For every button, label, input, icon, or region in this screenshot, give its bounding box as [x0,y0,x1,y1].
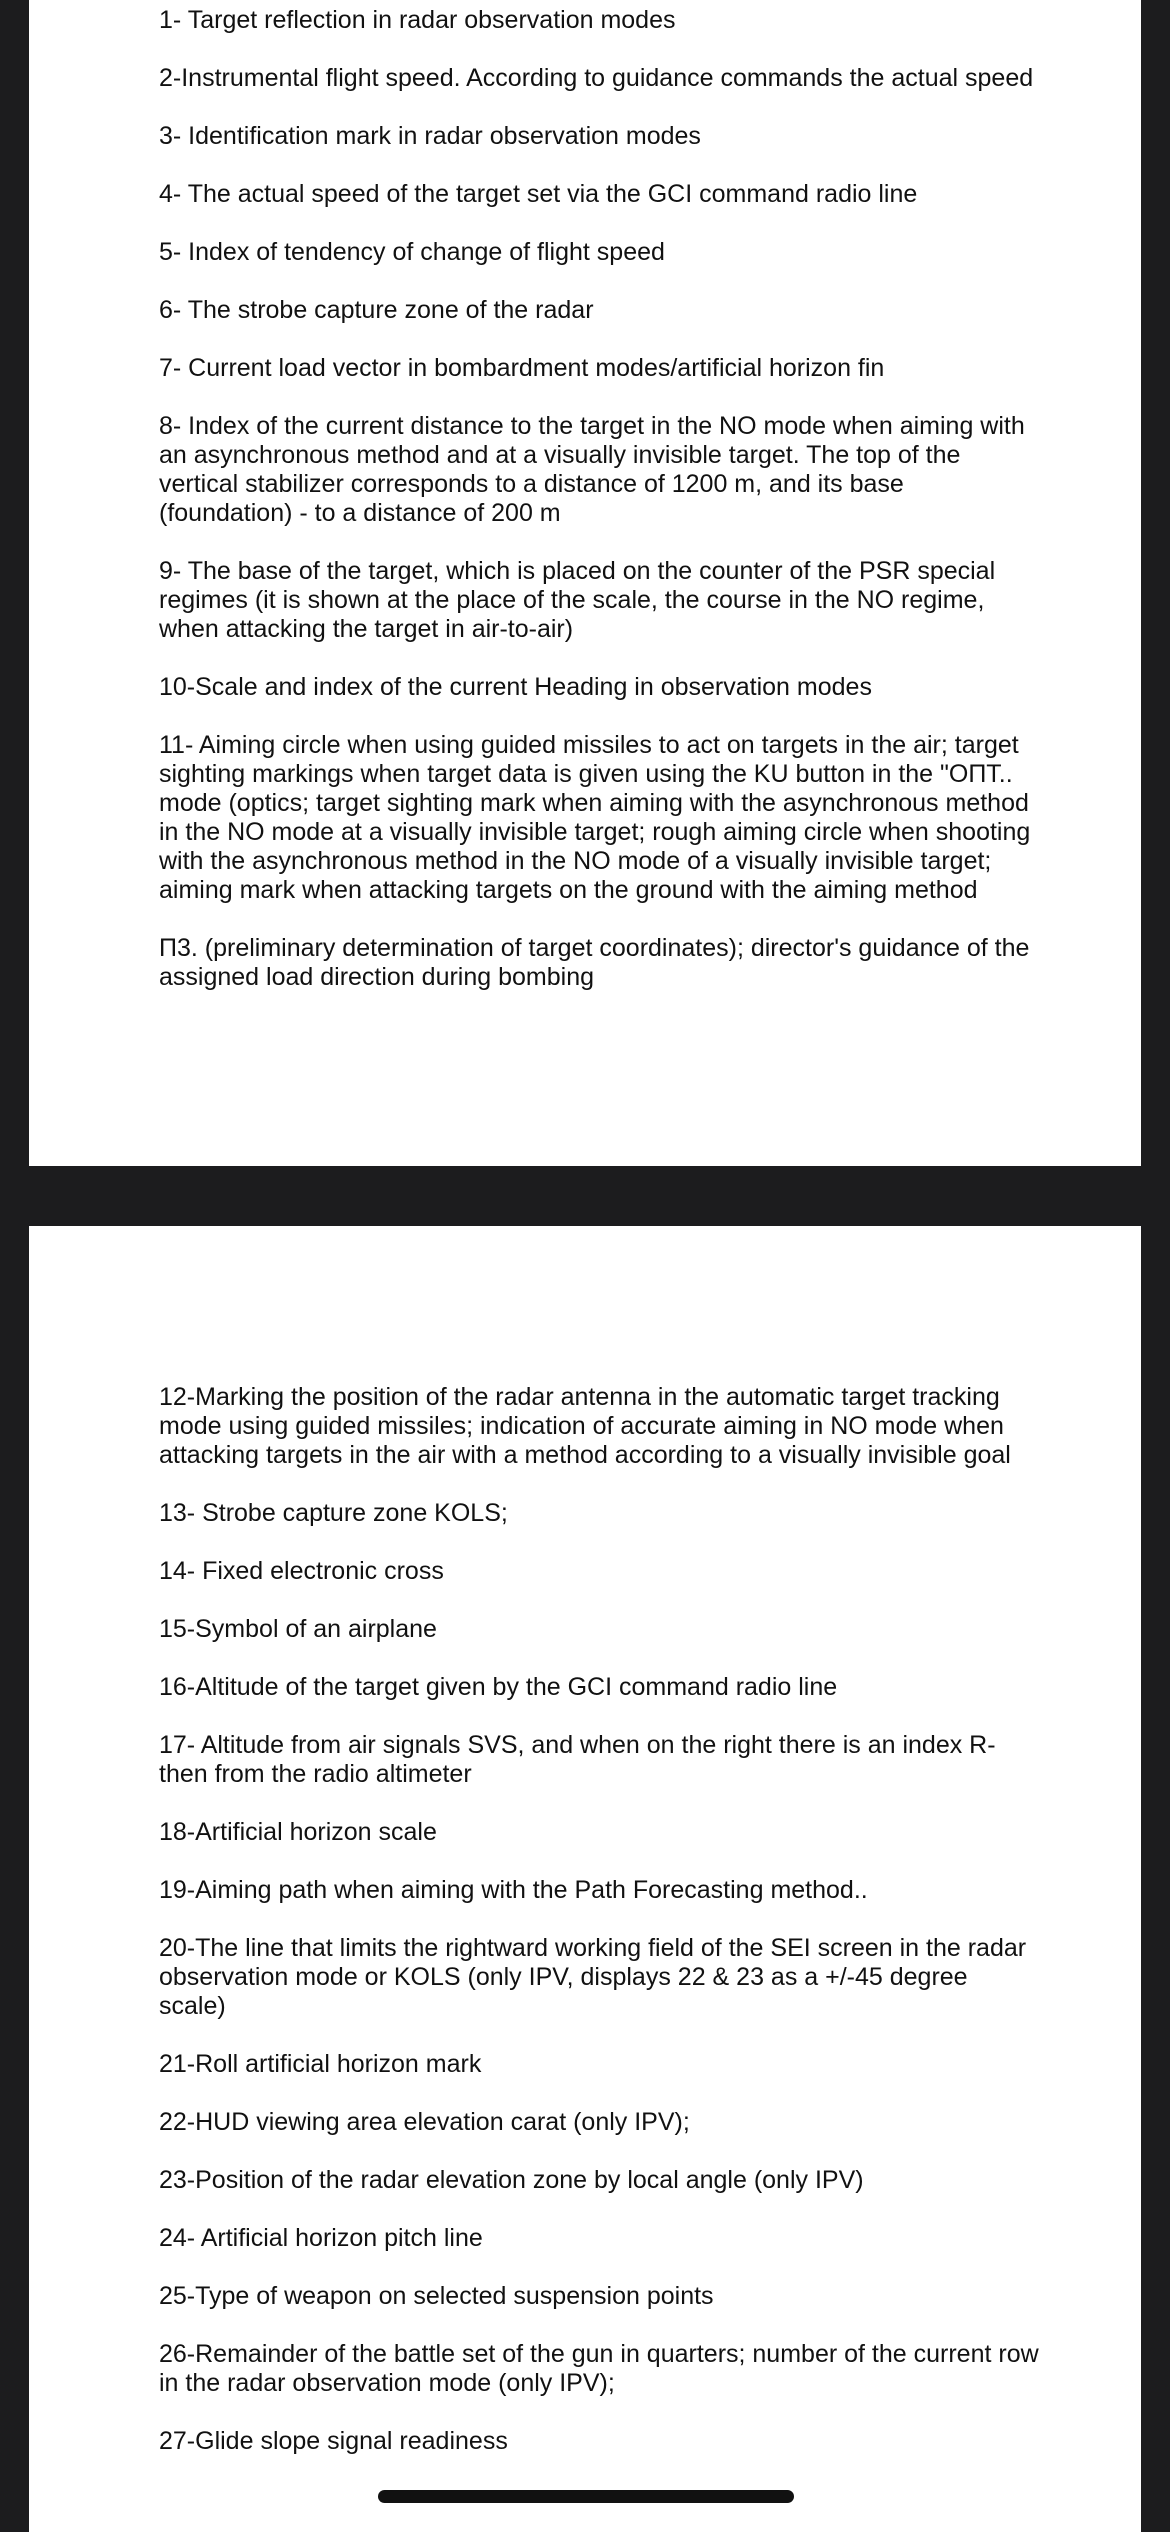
legend-item: 16-Altitude of the target given by the GCI command radio line [159,1673,838,1701]
legend-item: 26-Remainder of the battle set of the gun in quarters; number of the current row in the radar observation mode (only IPV); [159,2340,1039,2397]
legend-item: 27-Glide slope signal readiness [159,2427,508,2455]
legend-list-1 [159,6,1039,1021]
legend-item: 5- Index of tendency of change of flight speed [159,238,665,266]
legend-item: 9- The base of the target, which is placed on the counter of the PSR special regimes (it is shown at the place of the scale, the course in the NO regime, when attacking the target in air-to-air) [159,557,996,643]
legend-item: 18-Artificial horizon scale [159,1818,437,1846]
legend-item: 10-Scale and index of the current Heading in observation modes [159,673,872,701]
legend-item: 8- Index of the current distance to the target in the NO mode when aiming with an asynchronous method and at a visually invisible target. The top of the vertical stabilizer corresponds to a distance of 1200 m, and its base (foundation) - to a distance of 200 m [159,412,1025,527]
legend-item: 17- Altitude from air signals SVS, and when on the right there is an index R-then from the radio altimeter [159,1731,996,1788]
document-page-1 [29,0,1141,1166]
legend-item: 20-The line that limits the rightward working field of the SEI screen in the radar observation mode or KOLS (only IPV, displays 22 & 23 as a +/-45 degree scale) [159,1934,1027,2020]
document-page-2 [29,1226,1141,2532]
legend-item: 7- Current load vector in bombardment modes/artificial horizon fin [159,354,885,382]
legend-item: 13- Strobe capture zone KOLS; [159,1499,508,1527]
legend-item: 25-Type of weapon on selected suspension points [159,2282,714,2310]
legend-item: 21-Roll artificial horizon mark [159,2050,482,2078]
legend-item: 15-Symbol of an airplane [159,1615,437,1643]
legend-item: П3. (preliminary determination of target coordinates); director's guidance of the assigned load direction during bombing [159,934,1030,991]
legend-item: 6- The strobe capture zone of the radar [159,296,594,324]
legend-item: 22-HUD viewing area elevation carat (only IPV); [159,2108,690,2136]
legend-item: 19-Aiming path when aiming with the Path Forecasting method.. [159,1876,868,1904]
legend-item: 23-Position of the radar elevation zone by local angle (only IPV) [159,2166,864,2194]
legend-item: 12-Marking the position of the radar antenna in the automatic target tracking mode using guided missiles; indication of accurate aiming in NO mode when attacking targets in the air with a method according to a visually invisible goal [159,1383,1011,1469]
legend-item: 2-Instrumental flight speed. According to guidance commands the actual speed [159,64,1034,92]
legend-item: 4- The actual speed of the target set via the GCI command radio line [159,180,918,208]
legend-item: 1- Target reflection in radar observation modes [159,6,676,34]
home-indicator[interactable] [378,2490,794,2503]
legend-item: 14- Fixed electronic cross [159,1557,444,1585]
legend-item: 11- Aiming circle when using guided missiles to act on targets in the air; target sighting markings when target data is given using the KU button in the "ОПТ.. mode (optics; target sighting mark when aiming with the asynchronous method in the NO mode at a visually invisible target; rough aiming circle when shooting with the asynchronous method in the NO mode of a visually invisible target; aiming mark when attacking targets on the ground with the aiming method [159,731,1031,904]
legend-list-2 [159,1383,1039,2485]
legend-item: 24- Artificial horizon pitch line [159,2224,483,2252]
legend-item: 3- Identification mark in radar observation modes [159,122,701,150]
